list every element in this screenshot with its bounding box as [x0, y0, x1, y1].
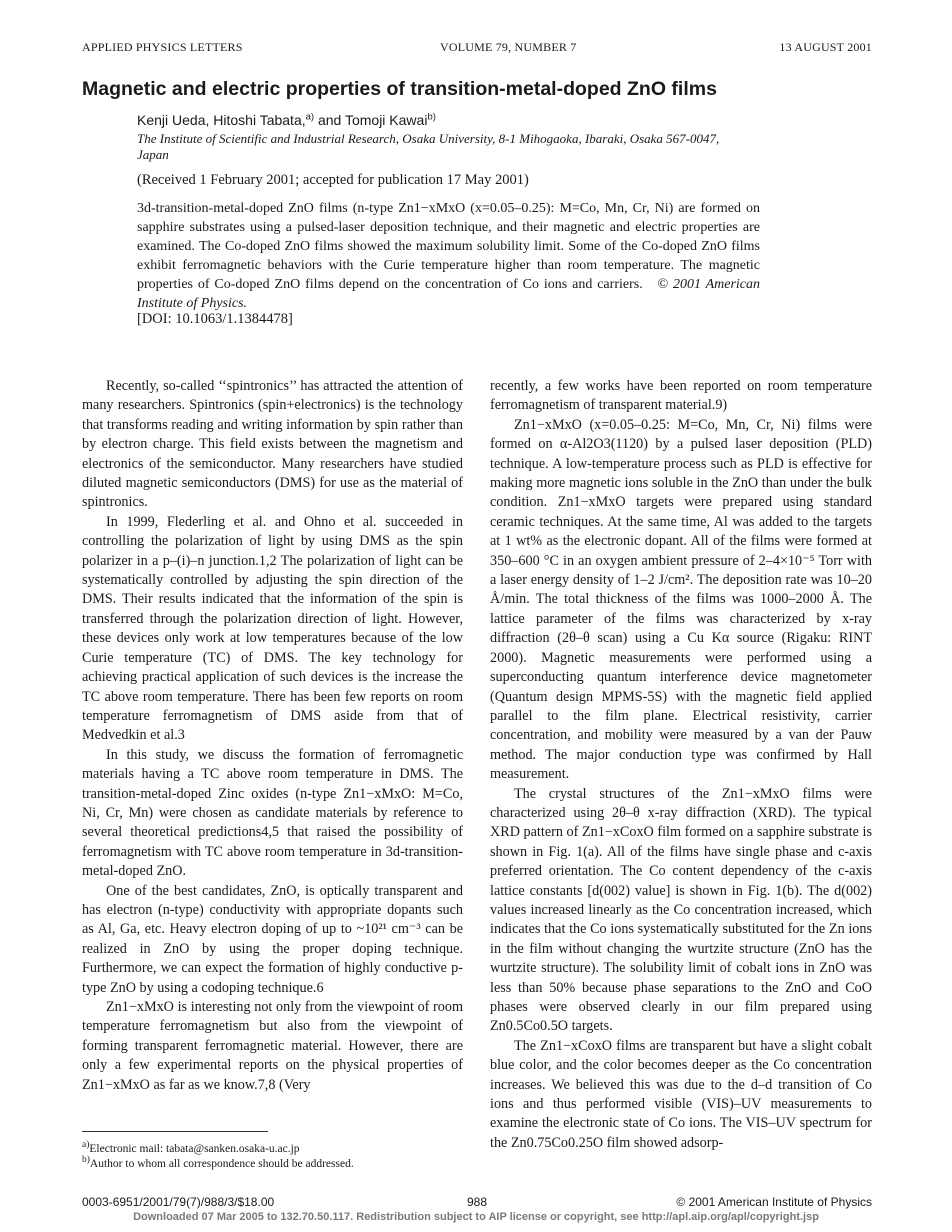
author-mark-a: a): [305, 111, 315, 123]
volume-number: VOLUME 79, NUMBER 7: [440, 40, 577, 54]
page-number: 988: [467, 1195, 488, 1209]
abstract: [137, 199, 760, 314]
author-mark-b: b): [427, 111, 436, 123]
footnote-mark: b): [82, 1155, 90, 1166]
paragraph: In this study, we discuss the formation of ferromagnetic materials having a TC above room temperature in DMS. The transition-metal-doped Zinc oxides (n-type Zn1−xMxO: M=Co, Ni, Cr, Mn) were chosen as candidate materials by reference to several theoretical predictions4,5 that raised the possibility of ferromagnetism with TC above room temperature in 3d-transition-metal-doped ZnO.: [82, 746, 463, 880]
paragraph: Recently, so-called ‘‘spintronics’’ has attracted the attention of many researchers. Spintronics (spin+electronics) is the technology that transforms reading and writing information by spin rather than by electron charge. This field exists between the magnetism and electronics of the semiconductor. Many researchers have studied diluted magnetic semiconductors (DMS) for use as the material of spintronics.: [82, 378, 463, 511]
article-title: Magnetic and electric properties of transition-metal-doped ZnO films: [82, 78, 717, 100]
footnote-divider: [82, 1131, 268, 1132]
download-notice: Downloaded 07 Mar 2005 to 132.70.50.117. Redistribution subject to AIP license or copyright, see http://apl.aip.org/apl/copyright.jsp: [133, 1211, 819, 1223]
author-names-2: and Tomoji Kawai: [314, 112, 428, 128]
issue-date: 13 AUGUST 2001: [779, 40, 872, 54]
doi[interactable]: [DOI: 10.1063/1.1384478]: [137, 311, 293, 327]
paragraph: The crystal structures of the Zn1−xMxO films were characterized using 2θ–θ x-ray diffraction (XRD). The typical XRD pattern of Zn1−xCoxO film formed on a sapphire substrate is shown in Fig. 1(a). All of the films have single phase and c-axis preferred orientation. The Co content dependency of the c-axis lattice constants [d(002) value] is shown in Fig. 1(b). The d(002) values increased linearly as the Co concentration increased, which indicates that the Co ions systematically substituted for the Zn ions in the film without changing the wurtzite structure (ZnO has the wurtzite structure). The solubility limit of cobalt ions in ZnO was less than 50% because phase separations to the ZnO and CoO phases were observed clearly in our film prepared using Zn0.5Co0.5O targets.: [490, 785, 872, 1035]
body-column-right: [490, 377, 872, 1153]
body-column-left: [82, 377, 463, 1095]
footnote-mark: a): [82, 1140, 90, 1151]
author-list: [137, 112, 436, 128]
footnote-text: Electronic mail: tabata@sanken.osaka-u.ac.jp: [89, 1143, 300, 1155]
paragraph: recently, a few works have been reported on room temperature ferromagnetism of transparent material.9): [490, 378, 872, 414]
paragraph: Zn1−xMxO (x=0.05–0.25: M=Co, Mn, Cr, Ni) films were formed on α-Al2O3(1120) by a pulsed laser deposition (PLD) technique. A low-temperature process such as PLD is effective for making more magnetic ions soluble in the ZnO than under the bulk condition. Zn1−xMxO targets were prepared using standard ceramic techniques. At the same time, Al was added to the targets at 1 wt% as the electronic dopant. All of the films were formed at 350–600 °C in an oxygen ambient pressure of 2–4×10⁻⁵ Torr with a laser energy density of 1–2 J/cm². The deposition rate was 10–20 Å/min. The total thickness of the films was 1000–2000 Å. The lattice parameter of the films was characterized by x-ray diffraction (2θ–θ scan) using a Cu Kα source (Rigaku: RINT 2000). Magnetic measurements were performed using a superconducting quantum interference device magnetometer (Quantum design MPMS-5S) with the magnetic field applied parallel to the film plane. Electrical resistivity, carrier concentration, and mobility were measured by a van der Pauw method. The major conduction type was confirmed by Hall measurement.: [490, 416, 872, 783]
paragraph: Zn1−xMxO is interesting not only from the viewpoint of room temperature ferromagnetism but also from the viewpoint of forming transparent ferromagnetic material. However, there are only a few experimental reports on the physical properties of Zn1−xMxO as far as we know.7,8 (Very: [82, 999, 463, 1093]
journal-name: APPLIED PHYSICS LETTERS: [82, 40, 243, 54]
paragraph: In 1999, Flederling et al. and Ohno et al. succeeded in controlling the polarization of light by using DMS as the spin polarizer in a p–(i)–n junction.1,2 The polarization of light can be systematically controlled by adjusting the spin direction of the DMS. Their results indicated that the information of the spin is transferred through the polarization direction of light. However, these devices only work at low temperatures because of the low Curie temperature (TC) of DMS. The key technology for achieving practical application of such devices is the increase the TC above room temperature. There has been few reports on room temperature ferromagnetism of DMS aside from that of Medvedkin et al.3: [82, 513, 463, 744]
affiliation: The Institute of Scientific and Industrial Research, Osaka University, 8-1 Mihogaoka, Ibaraki, Osaka 567-0047, Japan: [137, 131, 720, 162]
abstract-text: 3d-transition-metal-doped ZnO films (n-type Zn1−xMxO (x=0.05–0.25): M=Co, Mn, Cr, Ni) are formed on sapphire substrates using a pulsed-laser deposition technique, and their magnetic and electric properties are examined. The Co-doped ZnO films showed the maximum solubility limit. Some of the Co-doped ZnO films exhibit ferromagnetic behaviors with the Curie temperature higher than room temperature. The magnetic properties of Co-doped ZnO films depend on the concentration of Co ions and carriers.: [137, 201, 760, 293]
footnote-a: [82, 1140, 300, 1155]
author-names-1: Kenji Ueda, Hitoshi Tabata,: [137, 112, 306, 128]
abstract-copyright: © 2001 American Institute of Physics.: [137, 277, 761, 312]
footnote-text: Author to whom all correspondence should be addressed.: [89, 1158, 354, 1170]
footnote-b: [82, 1155, 354, 1170]
paragraph: The Zn1−xCoxO films are transparent but have a slight cobalt blue color, and the color becomes deeper as the Co concentration increases. We believed this was due to the d–d transition of Co ions and thus performed visible (VIS)–UV measurements to examine the electronic state of Co ions. The VIS–UV spectrum for the Zn0.75Co0.25O film showed adsorp-: [490, 1037, 872, 1151]
article-code: 0003-6951/2001/79(7)/988/3/$18.00: [82, 1195, 275, 1209]
received-dates: (Received 1 February 2001; accepted for publication 17 May 2001): [137, 172, 529, 188]
paragraph: One of the best candidates, ZnO, is optically transparent and has electron (n-type) conductivity with appropriate dopants such as Al, Ga, etc. Heavy electron doping of up to ~10²¹ cm⁻³ can be realized in ZnO by using the proper doping technique. Furthermore, we can expect the formation of highly conductive p-type ZnO by using a codoping technique.6: [82, 882, 463, 996]
footer-copyright: © 2001 American Institute of Physics: [676, 1195, 872, 1209]
